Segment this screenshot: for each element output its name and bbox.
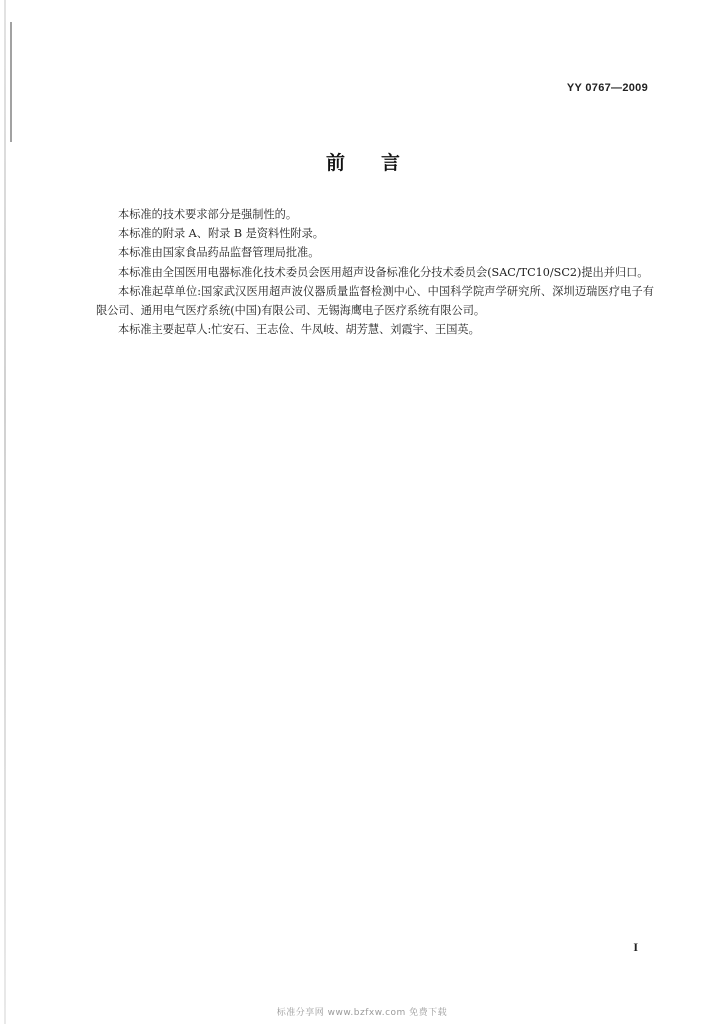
paragraph-approval: 本标准由国家食品药品监督管理局批准。 [118, 246, 320, 260]
page-title: 前言 [325, 152, 436, 174]
paragraph-drafters: 本标准主要起草人:忙安石、王志俭、牛凤岐、胡芳慧、刘霞宇、王国英。 [118, 323, 480, 337]
watermark-text: 标准分享网 www.bzfxw.com 免费下载 [276, 1008, 448, 1018]
paragraph-mandatory: 本标准的技术要求部分是强制性的。 [118, 208, 298, 221]
document-code: YY 0767—2009 [566, 82, 648, 94]
paragraph-proposer: 本标准由全国医用电器标准化技术委员会医用超声设备标准化分技术委员会(SAC/TC10/SC2)提出并归口。 [118, 265, 649, 279]
foreword-body [96, 205, 654, 339]
page-number: I [633, 940, 638, 954]
paragraph-annexes: 本标准的附录 A、附录 B 是资料性附录。 [118, 227, 324, 241]
scan-margin-mark [10, 22, 12, 142]
paragraph-drafting-units: 本标准起草单位:国家武汉医用超声波仪器质量监督检测中心、中国科学院声学研究所、深圳迈瑞医疗电子有限公司、通用电气医疗系统(中国)有限公司、无锡海鹰电子医疗系统有限公司。 [96, 284, 654, 318]
